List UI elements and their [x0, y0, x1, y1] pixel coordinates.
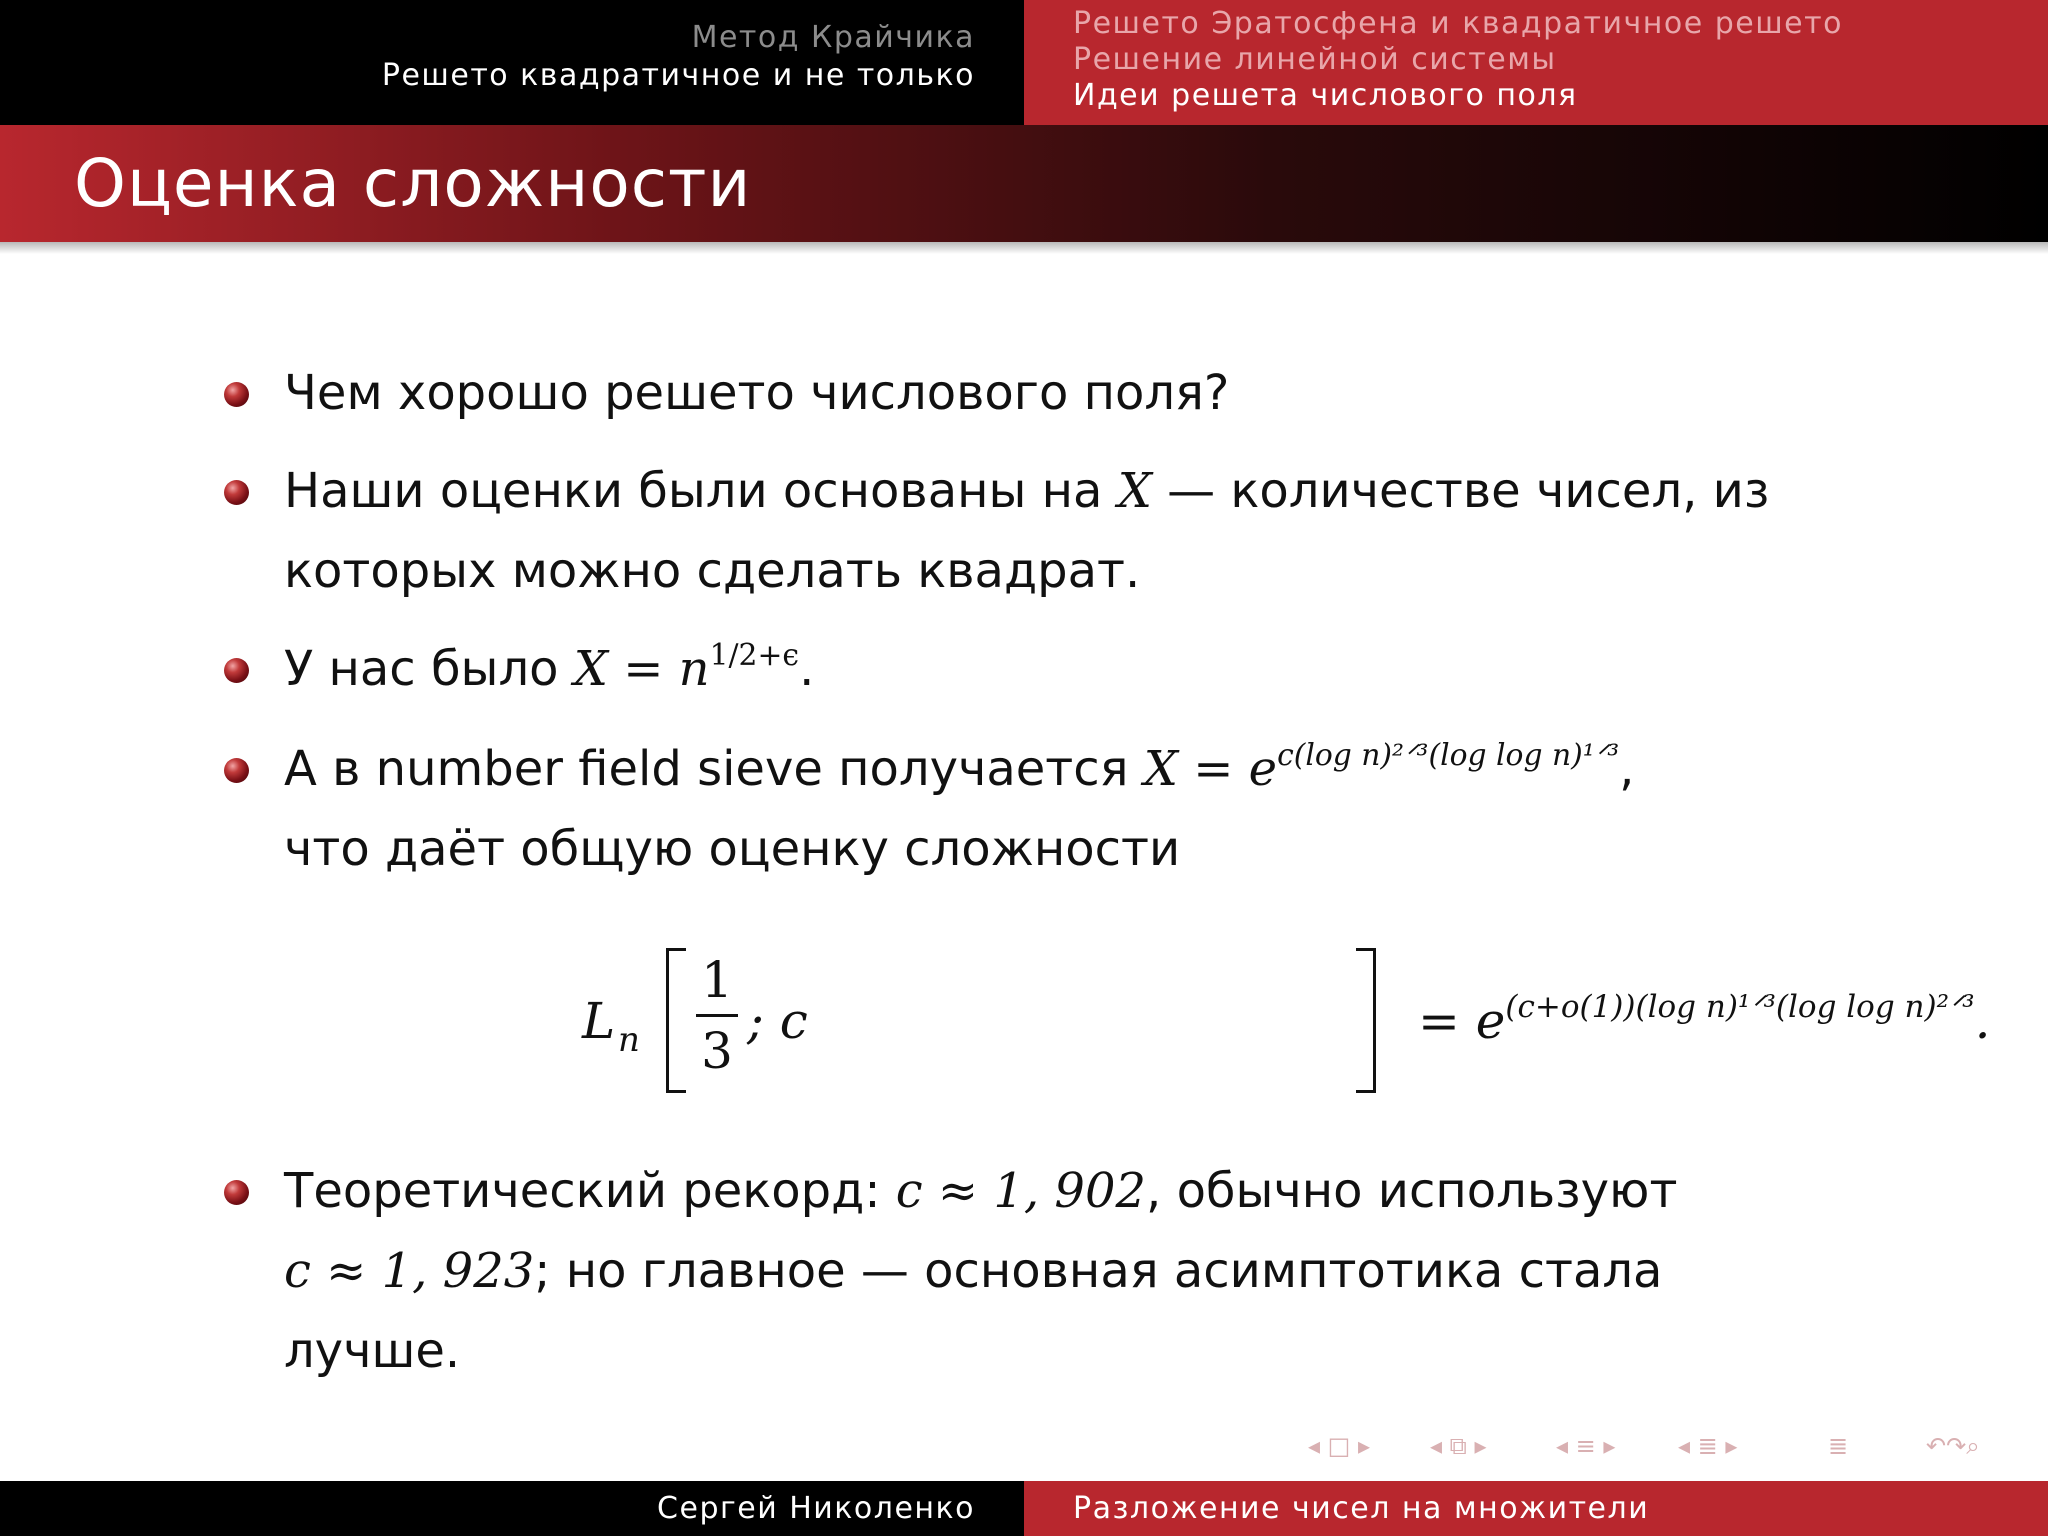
nav-section-kraitchik[interactable]: Метод Крайчика	[691, 20, 975, 55]
nav-subsection-eratosthenes[interactable]: Решето Эратосфена и квадратичное решето	[1073, 6, 1843, 41]
footer-talk-title: Разложение чисел на множители	[1073, 1491, 1650, 1526]
bullet-text-line1: А в number field sieve получается $X = e^{c(log n)^2ᐟ^3(log log n)^1ᐟ^3}$,	[284, 738, 1635, 797]
bullet-text: У нас было $X = n^{1/2+\epsilon}$.	[284, 638, 815, 697]
bullet-ball-icon	[224, 382, 249, 407]
formula-param: ; c	[747, 992, 808, 1050]
formula-L-subscript: n	[618, 1020, 640, 1060]
bullet-text-line1: Наши оценки были основаны на X — количестве чисел, из	[284, 463, 1770, 519]
bullet-text-line3: лучше.	[284, 1323, 461, 1379]
nav-section-icon[interactable]: ◂ ≡ ▸	[1556, 1432, 1616, 1460]
bullet-text-line2: которых можно сделать квадрат.	[284, 543, 1141, 599]
bullet-text-line2: c ≈ 1, 923; но главное — основная асимптотика стала	[284, 1243, 1663, 1299]
nav-subsection-linear-system[interactable]: Решение линейной системы	[1073, 42, 1557, 77]
subsection-list	[1024, 0, 2048, 125]
fraction-bar	[696, 1014, 738, 1017]
section-list	[0, 0, 1024, 125]
left-bracket	[666, 948, 686, 1093]
bullet-text: Чем хорошо решето числового поля?	[284, 365, 1230, 421]
nav-section-quadratic-sieve[interactable]: Решето квадратичное и не только	[381, 58, 975, 93]
bullet-text-line2: что даёт общую оценку сложности	[284, 821, 1181, 877]
nav-subsection-number-field[interactable]: Идеи решета числового поля	[1073, 78, 1578, 113]
footer-author-bar	[0, 1481, 1024, 1536]
title-bar	[0, 125, 2048, 242]
nav-subsection-icon[interactable]: ◂ ⧉ ▸	[1430, 1432, 1487, 1460]
bullet-text-line1: Теоретический рекорд: c ≈ 1, 902, обычно используют	[284, 1163, 1678, 1219]
bullet-ball-icon	[224, 480, 249, 505]
right-bracket	[1356, 948, 1376, 1093]
footer-author: Сергей Николенко	[657, 1491, 975, 1526]
bullet-ball-icon	[224, 758, 249, 783]
bullet-ball-icon	[224, 658, 249, 683]
nav-appendix-icon[interactable]: ≣	[1828, 1432, 1849, 1460]
header-navigation	[0, 0, 2048, 125]
formula-fraction	[692, 950, 742, 1081]
beamer-navigation-bar	[1300, 1432, 2040, 1468]
slide-title: Оценка сложности	[74, 145, 752, 222]
nav-document-icon[interactable]: ◂ ≣ ▸	[1678, 1432, 1738, 1460]
fraction-numerator: 1	[701, 951, 733, 1009]
formula-L: L	[582, 992, 616, 1050]
bullet-ball-icon	[224, 1180, 249, 1205]
nav-frame-icon[interactable]: ◂ □ ▸	[1308, 1432, 1371, 1460]
formula-rhs: = $e^{(c+o(1))(log n)^1ᐟ^3(log log n)^2ᐟ^3}$.	[1418, 989, 1991, 1050]
footer-title-bar	[1024, 1481, 2048, 1536]
fraction-denominator: 3	[701, 1022, 733, 1080]
nav-search-icon[interactable]: ↶↷⌕	[1926, 1432, 1980, 1460]
